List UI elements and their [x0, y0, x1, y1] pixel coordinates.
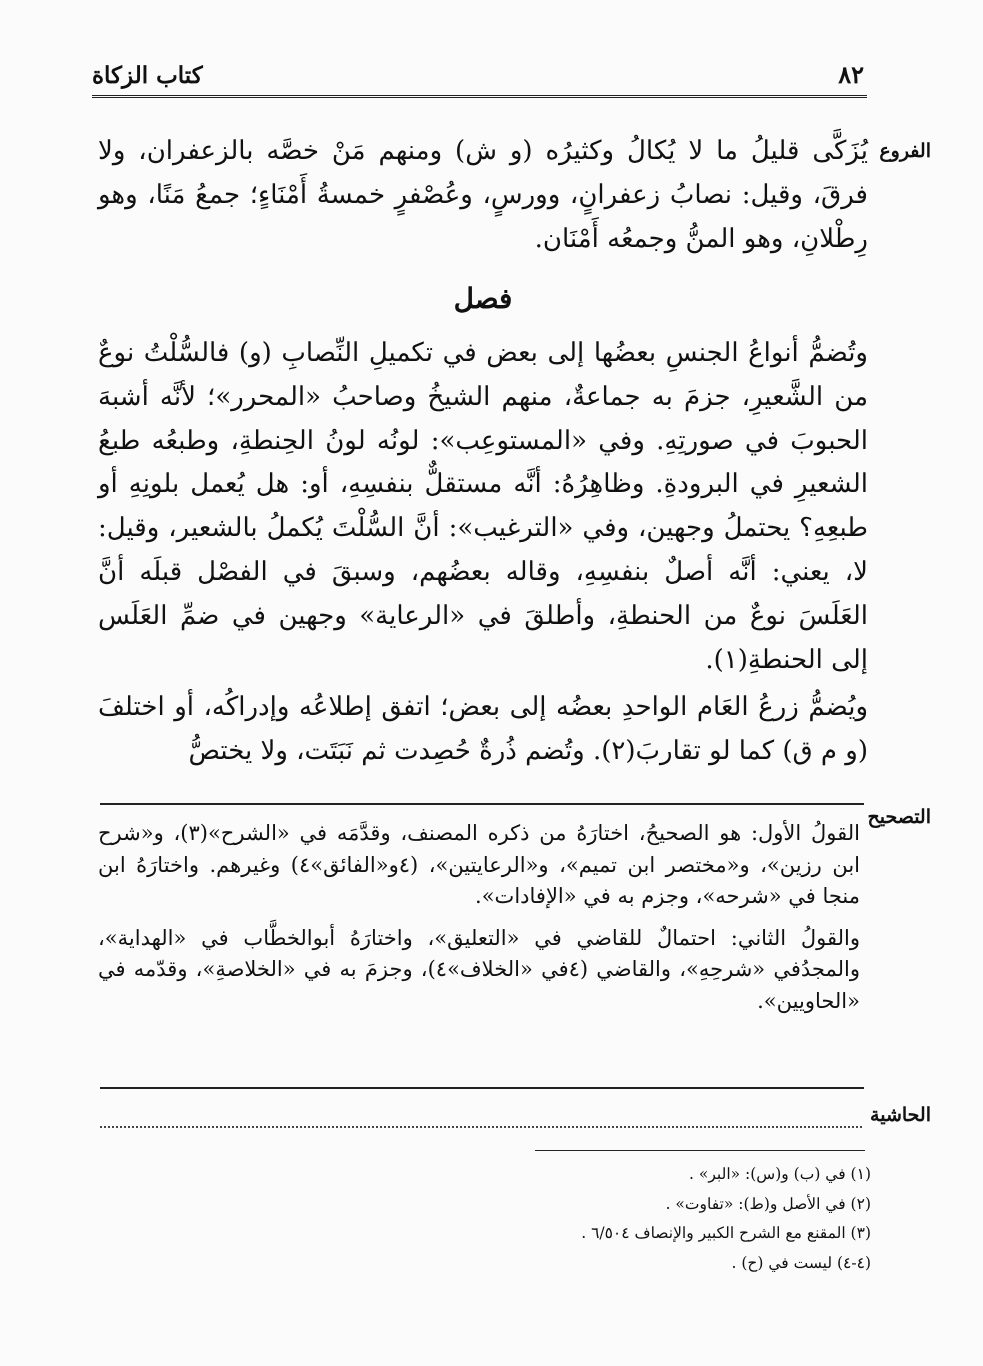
footnote-1: (١) في (ب) و(س): «البر» .	[689, 1165, 871, 1183]
page-number: ٨٢	[838, 60, 864, 89]
footnote-3: (٣) المقنع مع الشرح الكبير والإنصاف ٦/٥٠٤ .	[581, 1224, 871, 1242]
book-title: كتاب الزكاة	[92, 62, 203, 89]
dotted-line	[100, 1126, 862, 1128]
footnote-2: (٢) في الأصل و(ط): «تفاوت» .	[665, 1194, 871, 1213]
tashih-paragraph-2: والقولُ الثاني: احتمالٌ للقاضي في «التعليق»، واختارَهُ أبوالخطَّاب في «الهداية»، والمجدُفي «شرحِهِ»، والقاضي (٤في «الخلاف»٤)، وجزمَ به في «الخلاصةِ»، وقدّمه في «الحاويين».	[98, 925, 860, 1013]
intro-paragraph: يُزَكَّى قليلُ ما لا يُكالُ وكثيرُه (و ش) ومنهم مَنْ خصَّه بالزعفران، ولا فرقَ، وقيل: نصابُ زعفرانٍ، وورسٍ، وعُصْفرٍ خمسةُ أَمْنَاءٍ؛ جمعُ مَنًا، وهو رِطْلانِ، وهو المنُّ وجمعُه أَمْنَان.	[98, 136, 868, 254]
footnote-4: (٤-٤) ليست في (ح) .	[731, 1253, 871, 1272]
header-rule	[92, 95, 867, 98]
intro-text	[98, 130, 868, 261]
footnote-rule	[535, 1150, 865, 1151]
separator-rule-2	[100, 1087, 864, 1089]
main-text	[98, 332, 868, 774]
footnotes	[231, 1160, 871, 1278]
paragraph-2: ويُضمُّ زرعُ العَام الواحدِ بعضُه إلى بعض؛ اتفق إطلاعُه وإدراكُه، أو اختلفَ (و م ق) كما لو تقاربَ(٢). وتُضم ذُرةٌ حُصِدت ثم نَبَتَت، ولا يختصُّ	[98, 692, 868, 767]
tashih-text	[98, 818, 860, 1017]
paragraph-1: وتُضمُّ أنواعُ الجنسِ بعضُها إلى بعض في تكميلِ النِّصابِ (و) فالسُّلْتُ نوعٌ من الشَّعيرِ، جزمَ به جماعةٌ، منهم الشيخُ وصاحبُ «المحرر»؛ لأنَّه أشبهَ الحبوبَ في صورتِهِ. وفي «المستوعِب»: لونُه لونُ الحِنطةِ، وطبعُه طبعُ الشعيرِ في البرودةِ. وظاهِرُهُ: أنَّه مستقلٌّ بنفسِهِ، أو: هل يُعمل بلونِهِ أو طبعِهِ؟ يحتملُ وجهين، وفي «الترغيب»: أنَّ السُّلْتَ يُكملُ بالشعير، وقيل: لا، يعني: أنَّه أصلٌ بنفسِهِ، وقاله بعضُهم، وسبقَ في الفصْل قبلَه أنَّ العَلَسَ نوعٌ من الحنطةِ، وأطلقَ في «الرعاية» وجهين في ضمِّ العَلَس إلى الحنطةِ(١).	[98, 338, 868, 675]
tashih-paragraph-1: القولُ الأول: هو الصحيحُ، اختارَهُ من ذكره المصنف، وقدَّمَه في «الشرح»(٣)، و«شرح ابن رزين»، و«مختصر ابن تميم»، و«الرعايتين»، (٤و«الفائق»٤) وغيرهم. واختارَهُ ابن منجا في «شرحه»، وجزم به في «الإفادات».	[98, 821, 860, 908]
label-furu: الفروع	[879, 140, 931, 162]
page-header	[92, 60, 864, 94]
label-hashiya: الحاشية	[870, 1104, 931, 1126]
separator-rule	[100, 803, 864, 805]
section-heading: فصل	[453, 282, 513, 315]
label-tashih: التصحيح	[867, 806, 931, 828]
